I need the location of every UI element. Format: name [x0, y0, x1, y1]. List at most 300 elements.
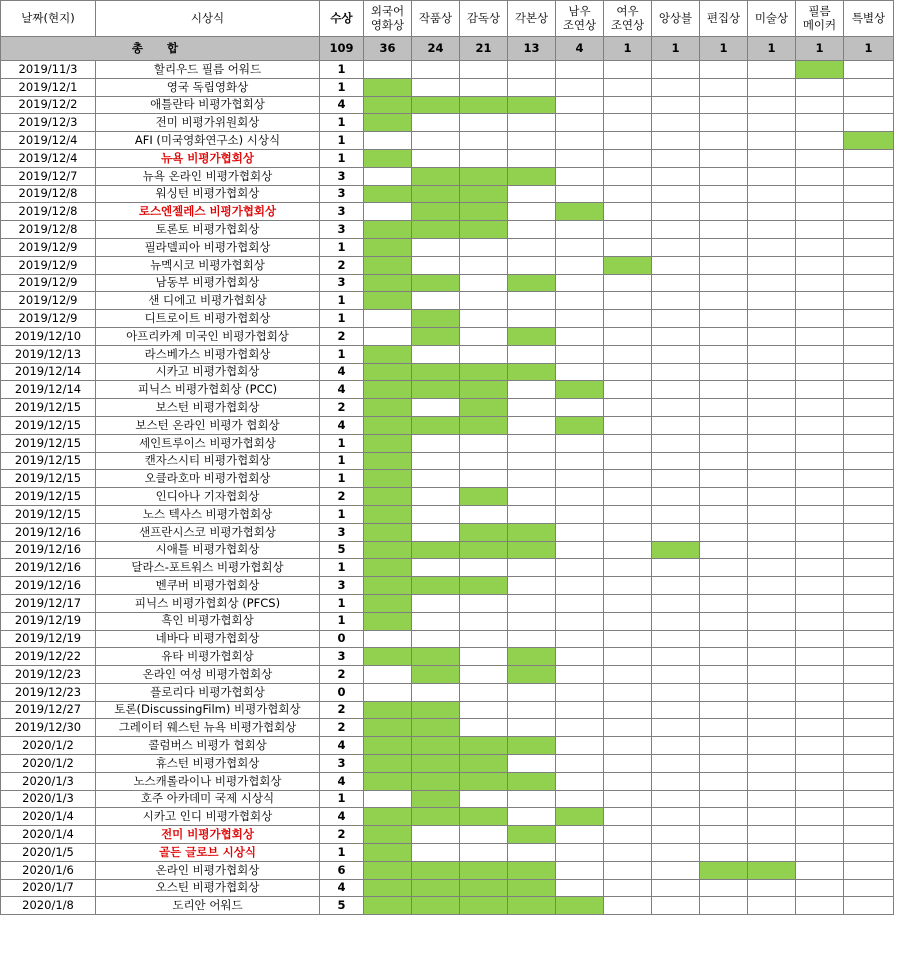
award-empty-cell — [844, 630, 894, 648]
award-empty-cell — [748, 452, 796, 470]
award-empty-cell — [796, 523, 844, 541]
category-header — [556, 1, 604, 37]
award-empty-cell — [364, 61, 412, 79]
award-won-cell — [460, 772, 508, 790]
award-empty-cell — [748, 808, 796, 826]
award-empty-cell — [412, 132, 460, 150]
award-empty-cell — [844, 238, 894, 256]
award-won-cell — [460, 897, 508, 915]
award-count-cell: 2 — [320, 256, 364, 274]
award-empty-cell — [652, 897, 700, 915]
award-count-cell: 2 — [320, 666, 364, 684]
award-empty-cell — [844, 470, 894, 488]
award-empty-cell — [412, 505, 460, 523]
award-won-cell — [412, 381, 460, 399]
ceremony-cell: 노스캐롤라이나 비평가협회상 — [96, 772, 320, 790]
award-empty-cell — [556, 185, 604, 203]
award-empty-cell — [508, 185, 556, 203]
award-empty-cell — [796, 648, 844, 666]
award-empty-cell — [604, 826, 652, 844]
award-won-cell — [460, 416, 508, 434]
award-count-cell: 1 — [320, 345, 364, 363]
award-empty-cell — [700, 612, 748, 630]
award-empty-cell — [556, 648, 604, 666]
award-empty-cell — [556, 505, 604, 523]
ceremony-cell: 그레이터 웨스턴 뉴욕 비평가협회상 — [96, 719, 320, 737]
award-count-cell: 2 — [320, 826, 364, 844]
award-count-cell: 3 — [320, 203, 364, 221]
date-cell: 2019/12/23 — [1, 683, 96, 701]
award-empty-cell — [604, 790, 652, 808]
award-empty-cell — [796, 897, 844, 915]
award-empty-cell — [556, 612, 604, 630]
award-empty-cell — [556, 292, 604, 310]
category-header-line: 조연상 — [562, 17, 597, 32]
award-empty-cell — [748, 434, 796, 452]
date-cell: 2020/1/8 — [1, 897, 96, 915]
table-body — [1, 61, 894, 915]
award-empty-cell — [460, 648, 508, 666]
award-empty-cell — [460, 701, 508, 719]
award-empty-cell — [412, 238, 460, 256]
award-won-cell — [412, 879, 460, 897]
award-empty-cell — [460, 594, 508, 612]
award-empty-cell — [844, 221, 894, 239]
award-empty-cell — [556, 577, 604, 595]
award-empty-cell — [700, 149, 748, 167]
award-empty-cell — [700, 790, 748, 808]
category-header — [508, 1, 556, 37]
award-empty-cell — [844, 149, 894, 167]
category-total: 1 — [844, 37, 894, 61]
award-won-cell — [556, 381, 604, 399]
award-empty-cell — [604, 630, 652, 648]
category-header — [604, 1, 652, 37]
award-empty-cell — [700, 452, 748, 470]
award-count-cell: 2 — [320, 399, 364, 417]
ceremony-cell: 오스틴 비평가협회상 — [96, 879, 320, 897]
award-empty-cell — [652, 737, 700, 755]
category-header-line: 남우 — [568, 4, 591, 19]
total-count: 109 — [320, 37, 364, 61]
award-count-cell: 1 — [320, 149, 364, 167]
award-empty-cell — [604, 274, 652, 292]
award-empty-cell — [844, 167, 894, 185]
award-empty-cell — [556, 452, 604, 470]
award-empty-cell — [556, 96, 604, 114]
award-count-cell: 2 — [320, 701, 364, 719]
award-empty-cell — [748, 648, 796, 666]
ceremony-cell: 토론(DiscussingFilm) 비평가협회상 — [96, 701, 320, 719]
award-won-cell — [460, 879, 508, 897]
award-empty-cell — [700, 755, 748, 773]
award-empty-cell — [796, 238, 844, 256]
award-empty-cell — [796, 577, 844, 595]
award-empty-cell — [796, 381, 844, 399]
award-empty-cell — [556, 844, 604, 862]
award-empty-cell — [652, 808, 700, 826]
award-won-cell — [364, 345, 412, 363]
award-empty-cell — [700, 594, 748, 612]
award-empty-cell — [556, 719, 604, 737]
award-empty-cell — [748, 630, 796, 648]
award-empty-cell — [844, 648, 894, 666]
award-empty-cell — [652, 790, 700, 808]
award-empty-cell — [700, 310, 748, 328]
table-row — [1, 185, 894, 203]
award-empty-cell — [748, 470, 796, 488]
award-won-cell — [556, 897, 604, 915]
award-empty-cell — [700, 381, 748, 399]
award-empty-cell — [796, 185, 844, 203]
award-empty-cell — [412, 559, 460, 577]
award-empty-cell — [364, 203, 412, 221]
award-empty-cell — [508, 238, 556, 256]
award-empty-cell — [556, 523, 604, 541]
award-empty-cell — [748, 666, 796, 684]
award-empty-cell — [700, 61, 748, 79]
table-row — [1, 648, 894, 666]
award-empty-cell — [748, 683, 796, 701]
award-empty-cell — [556, 434, 604, 452]
award-empty-cell — [844, 701, 894, 719]
award-empty-cell — [748, 345, 796, 363]
award-empty-cell — [508, 452, 556, 470]
award-empty-cell — [652, 167, 700, 185]
award-empty-cell — [652, 488, 700, 506]
award-count-cell: 0 — [320, 683, 364, 701]
table-row — [1, 808, 894, 826]
table-row — [1, 167, 894, 185]
award-empty-cell — [556, 737, 604, 755]
award-won-cell — [508, 523, 556, 541]
award-won-cell — [508, 327, 556, 345]
table-row — [1, 327, 894, 345]
award-empty-cell — [700, 577, 748, 595]
ceremony-cell: 보스턴 비평가협회상 — [96, 399, 320, 417]
date-cell: 2020/1/3 — [1, 772, 96, 790]
award-empty-cell — [556, 61, 604, 79]
ceremony-cell: 아프리카계 미국인 비평가협회상 — [96, 327, 320, 345]
award-empty-cell — [796, 114, 844, 132]
award-won-cell — [796, 61, 844, 79]
award-empty-cell — [700, 630, 748, 648]
award-empty-cell — [748, 719, 796, 737]
award-empty-cell — [604, 292, 652, 310]
ceremony-cell: 네바다 비평가협회상 — [96, 630, 320, 648]
award-won-cell — [364, 416, 412, 434]
award-empty-cell — [604, 808, 652, 826]
award-empty-cell — [844, 683, 894, 701]
category-header-line: 외국어 — [370, 4, 405, 19]
ceremony-cell: 캔자스시티 비평가협회상 — [96, 452, 320, 470]
award-count-cell: 1 — [320, 612, 364, 630]
award-won-cell — [412, 363, 460, 381]
award-empty-cell — [652, 630, 700, 648]
award-won-cell — [364, 505, 412, 523]
date-cell: 2020/1/6 — [1, 861, 96, 879]
award-empty-cell — [652, 274, 700, 292]
award-empty-cell — [748, 292, 796, 310]
award-empty-cell — [652, 755, 700, 773]
award-empty-cell — [700, 808, 748, 826]
award-won-cell — [460, 221, 508, 239]
award-empty-cell — [700, 648, 748, 666]
award-empty-cell — [796, 559, 844, 577]
award-empty-cell — [604, 594, 652, 612]
table-row — [1, 719, 894, 737]
table-row — [1, 221, 894, 239]
date-cell: 2020/1/7 — [1, 879, 96, 897]
award-won-cell — [508, 541, 556, 559]
award-empty-cell — [844, 96, 894, 114]
award-empty-cell — [508, 132, 556, 150]
award-won-cell — [364, 559, 412, 577]
award-empty-cell — [748, 238, 796, 256]
award-empty-cell — [748, 897, 796, 915]
award-empty-cell — [508, 630, 556, 648]
award-empty-cell — [460, 132, 508, 150]
award-empty-cell — [748, 132, 796, 150]
ceremony-cell: 애틀란타 비평가협회상 — [96, 96, 320, 114]
award-count-cell: 2 — [320, 719, 364, 737]
award-count-cell: 1 — [320, 559, 364, 577]
award-empty-cell — [364, 683, 412, 701]
table-row — [1, 559, 894, 577]
award-empty-cell — [700, 185, 748, 203]
award-won-cell — [460, 96, 508, 114]
award-empty-cell — [556, 772, 604, 790]
table-row — [1, 772, 894, 790]
category-total: 1 — [652, 37, 700, 61]
award-empty-cell — [364, 310, 412, 328]
category-header — [844, 1, 894, 37]
date-cell: 2019/12/4 — [1, 132, 96, 150]
ceremony-cell: 호주 아카데미 국제 시상식 — [96, 790, 320, 808]
award-empty-cell — [412, 292, 460, 310]
award-empty-cell — [364, 327, 412, 345]
award-empty-cell — [796, 594, 844, 612]
award-empty-cell — [700, 470, 748, 488]
award-empty-cell — [364, 132, 412, 150]
table-row — [1, 630, 894, 648]
award-empty-cell — [652, 185, 700, 203]
award-empty-cell — [508, 790, 556, 808]
award-empty-cell — [556, 861, 604, 879]
date-cell: 2019/12/15 — [1, 416, 96, 434]
award-empty-cell — [844, 612, 894, 630]
award-empty-cell — [652, 96, 700, 114]
award-won-cell — [508, 648, 556, 666]
award-empty-cell — [604, 737, 652, 755]
award-won-cell — [460, 755, 508, 773]
ceremony-cell: 워싱턴 비평가협회상 — [96, 185, 320, 203]
award-won-cell — [412, 772, 460, 790]
award-won-cell — [364, 238, 412, 256]
category-header — [700, 1, 748, 37]
award-empty-cell — [700, 114, 748, 132]
total-label: 총 합 — [1, 37, 320, 61]
award-empty-cell — [508, 381, 556, 399]
award-empty-cell — [700, 78, 748, 96]
award-won-cell — [556, 416, 604, 434]
award-count-cell: 3 — [320, 167, 364, 185]
award-empty-cell — [700, 434, 748, 452]
award-won-cell — [412, 666, 460, 684]
award-empty-cell — [796, 826, 844, 844]
category-header-line: 특별상 — [851, 10, 886, 25]
award-empty-cell — [556, 594, 604, 612]
table-row — [1, 470, 894, 488]
award-empty-cell — [556, 78, 604, 96]
award-empty-cell — [844, 61, 894, 79]
ceremony-cell: 골든 글로브 시상식 — [96, 844, 320, 862]
category-total: 1 — [748, 37, 796, 61]
award-empty-cell — [460, 78, 508, 96]
ceremony-cell: 피닉스 비평가협회상 (PCC) — [96, 381, 320, 399]
award-won-cell — [364, 256, 412, 274]
award-empty-cell — [844, 523, 894, 541]
award-won-cell — [508, 274, 556, 292]
award-empty-cell — [460, 612, 508, 630]
award-empty-cell — [652, 114, 700, 132]
award-empty-cell — [652, 861, 700, 879]
ceremony-cell: 오클라호마 비평가협회상 — [96, 470, 320, 488]
ceremony-cell: 토론토 비평가협회상 — [96, 221, 320, 239]
award-empty-cell — [604, 719, 652, 737]
table-row — [1, 755, 894, 773]
ceremony-cell: 유타 비평가협회상 — [96, 648, 320, 666]
table-row — [1, 434, 894, 452]
award-won-cell — [412, 719, 460, 737]
award-empty-cell — [796, 683, 844, 701]
award-won-cell — [364, 292, 412, 310]
award-empty-cell — [604, 78, 652, 96]
table-row — [1, 701, 894, 719]
award-empty-cell — [652, 470, 700, 488]
award-won-cell — [364, 523, 412, 541]
ceremony-cell: 온라인 여성 비평가협회상 — [96, 666, 320, 684]
award-empty-cell — [460, 844, 508, 862]
ceremony-cell: 벤쿠버 비평가협회상 — [96, 577, 320, 595]
table-row — [1, 452, 894, 470]
award-empty-cell — [844, 808, 894, 826]
award-won-cell — [412, 701, 460, 719]
award-empty-cell — [412, 683, 460, 701]
award-empty-cell — [700, 363, 748, 381]
award-empty-cell — [604, 755, 652, 773]
award-empty-cell — [700, 844, 748, 862]
award-won-cell — [700, 861, 748, 879]
award-empty-cell — [460, 256, 508, 274]
award-empty-cell — [796, 470, 844, 488]
award-won-cell — [508, 897, 556, 915]
award-empty-cell — [412, 256, 460, 274]
award-empty-cell — [796, 221, 844, 239]
award-empty-cell — [460, 274, 508, 292]
ceremony-cell: 콜럼버스 비평가 협회상 — [96, 737, 320, 755]
award-won-cell — [364, 399, 412, 417]
award-won-cell — [364, 648, 412, 666]
award-empty-cell — [652, 292, 700, 310]
award-empty-cell — [508, 114, 556, 132]
award-empty-cell — [796, 274, 844, 292]
award-empty-cell — [508, 399, 556, 417]
award-count-cell: 4 — [320, 808, 364, 826]
award-empty-cell — [748, 96, 796, 114]
award-empty-cell — [556, 701, 604, 719]
ceremony-cell: 인디아나 기자협회상 — [96, 488, 320, 506]
award-empty-cell — [604, 701, 652, 719]
ceremony-cell: 샌 디에고 비평가협회상 — [96, 292, 320, 310]
award-empty-cell — [556, 541, 604, 559]
category-header-line: 각본상 — [514, 10, 549, 25]
award-won-cell — [412, 897, 460, 915]
award-empty-cell — [700, 879, 748, 897]
table-row — [1, 292, 894, 310]
ceremony-cell: 필라델피아 비평가협회상 — [96, 238, 320, 256]
category-header — [796, 1, 844, 37]
award-empty-cell — [700, 523, 748, 541]
award-won-cell — [412, 755, 460, 773]
award-won-cell — [364, 149, 412, 167]
award-won-cell — [412, 327, 460, 345]
table-row — [1, 577, 894, 595]
award-empty-cell — [652, 826, 700, 844]
date-cell: 2019/12/15 — [1, 452, 96, 470]
award-empty-cell — [460, 559, 508, 577]
table-row — [1, 256, 894, 274]
award-empty-cell — [604, 523, 652, 541]
award-count-cell: 1 — [320, 452, 364, 470]
award-won-cell — [412, 790, 460, 808]
award-empty-cell — [412, 434, 460, 452]
date-cell: 2019/12/22 — [1, 648, 96, 666]
award-empty-cell — [700, 221, 748, 239]
date-cell: 2019/12/7 — [1, 167, 96, 185]
date-cell: 2019/12/15 — [1, 488, 96, 506]
award-empty-cell — [748, 541, 796, 559]
award-empty-cell — [604, 434, 652, 452]
award-empty-cell — [748, 879, 796, 897]
award-empty-cell — [700, 167, 748, 185]
award-won-cell — [364, 381, 412, 399]
award-count-cell: 1 — [320, 434, 364, 452]
award-empty-cell — [556, 559, 604, 577]
award-won-cell — [508, 737, 556, 755]
ceremony-cell: 온라인 비평가협회상 — [96, 861, 320, 879]
award-empty-cell — [700, 203, 748, 221]
award-empty-cell — [460, 666, 508, 684]
award-won-cell — [364, 861, 412, 879]
date-cell: 2019/12/9 — [1, 310, 96, 328]
award-empty-cell — [700, 292, 748, 310]
award-empty-cell — [844, 203, 894, 221]
table-row — [1, 826, 894, 844]
award-won-cell — [460, 577, 508, 595]
award-empty-cell — [748, 256, 796, 274]
award-won-cell — [460, 523, 508, 541]
award-empty-cell — [460, 719, 508, 737]
category-total: 21 — [460, 37, 508, 61]
award-empty-cell — [796, 434, 844, 452]
award-empty-cell — [508, 755, 556, 773]
award-empty-cell — [604, 505, 652, 523]
award-empty-cell — [412, 345, 460, 363]
award-empty-cell — [796, 630, 844, 648]
award-empty-cell — [652, 648, 700, 666]
award-empty-cell — [796, 149, 844, 167]
